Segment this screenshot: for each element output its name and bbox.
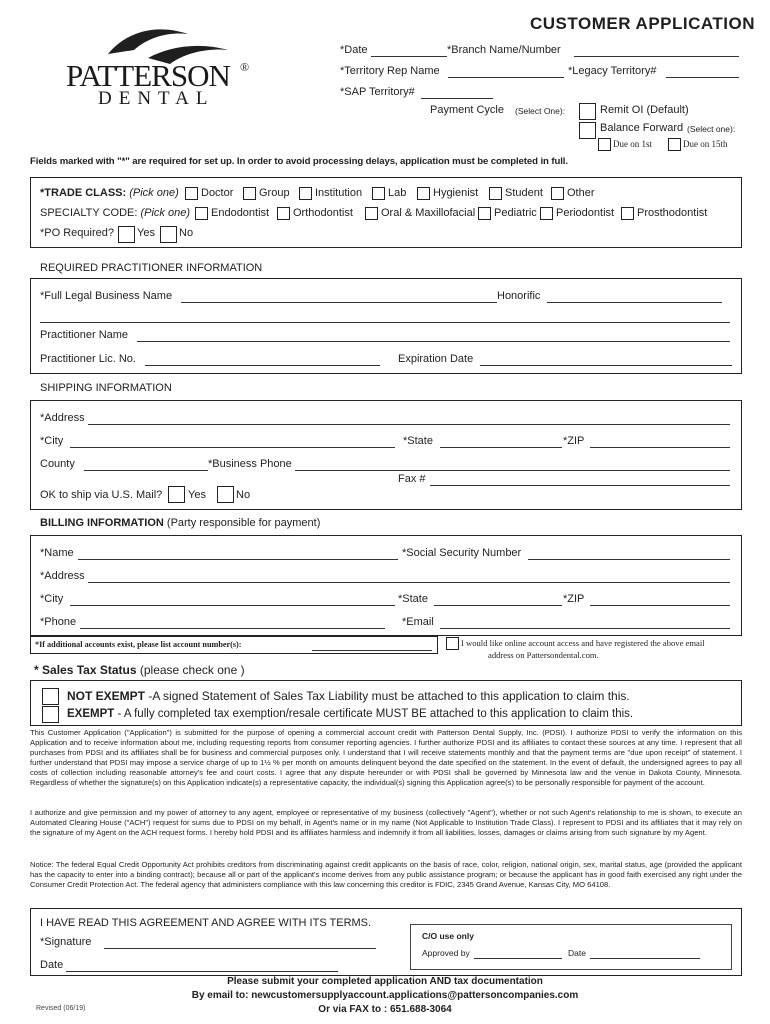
legacy-territory-label: *Legacy Territory# xyxy=(568,65,657,77)
online-access-checkbox[interactable] xyxy=(446,637,459,650)
not-exempt-label: NOT EXEMPT xyxy=(67,689,146,703)
orthodontist-checkbox[interactable] xyxy=(277,207,290,220)
page-title: CUSTOMER APPLICATION xyxy=(530,14,756,33)
endodontist-label: Endodontist xyxy=(211,207,270,219)
other-checkbox[interactable] xyxy=(551,187,564,200)
bill-city-label: *City xyxy=(40,593,64,605)
balance-select-one: (Select one): xyxy=(687,124,736,134)
bill-phone-field[interactable] xyxy=(80,628,385,629)
due-15th-checkbox[interactable] xyxy=(668,138,681,151)
doctor-label: Doctor xyxy=(201,187,234,199)
ship-state-field[interactable] xyxy=(440,447,562,448)
remit-checkbox[interactable] xyxy=(579,103,596,120)
due-1st-label: Due on 1st xyxy=(613,139,652,149)
po-no-checkbox[interactable] xyxy=(160,226,177,243)
additional-accounts-field[interactable] xyxy=(312,650,432,651)
legal-name-field[interactable] xyxy=(181,302,497,303)
payment-select-one: (Select One): xyxy=(515,106,566,116)
legal-name-line-2[interactable] xyxy=(40,322,730,323)
ship-mail-yes-label: Yes xyxy=(188,489,206,501)
approved-by-field[interactable] xyxy=(474,958,562,959)
footer-line-3: Or via FAX to : 651.688-3064 xyxy=(318,1004,452,1015)
office-date-label: Date xyxy=(568,948,586,958)
student-label: Student xyxy=(505,187,543,199)
pediatric-checkbox[interactable] xyxy=(478,207,491,220)
ship-city-field[interactable] xyxy=(70,447,395,448)
ship-mail-no-label: No xyxy=(236,489,251,501)
pediatric-label: Pediatric xyxy=(494,207,537,219)
payment-cycle-label: Payment Cycle xyxy=(430,104,504,116)
balance-forward-checkbox[interactable] xyxy=(579,122,596,139)
ship-state-label: *State xyxy=(403,435,433,447)
additional-accounts-label: *If additional accounts exist, please list account number(s): xyxy=(35,640,242,649)
sales-tax-note: (please check one ) xyxy=(139,663,245,677)
exempt-label: EXEMPT xyxy=(67,708,115,720)
balance-forward-label: Balance Forward xyxy=(600,122,684,134)
territory-rep-field[interactable] xyxy=(448,77,564,78)
signature-label: *Signature xyxy=(40,936,92,948)
ship-city-label: *City xyxy=(40,435,64,447)
practitioner-name-label: Practitioner Name xyxy=(40,329,129,341)
legal-paragraph-1: This Customer Application ("Application") is submitted for the purpose of opening a commercial account credit with Patterson Dental Supply, Inc. (PDSI). I authorize PDSI to verify the information on this Application and to receive information about me, including requesting reports from consumer reporting agencies. I further authorize PDSI and its affiliates to contact these sources at any time. I represent that all purchases from PDSI and its affiliates shall be for business and commercial purposes only. I understand that I will receive statements monthly and that the payment terms are "due upon receipt" of statement. I further understand that PDSI may impose a service charge of up to 1½ % per month on amounts delinquent beyond the date specified on the statement. In the event of default, the undersigned agrees to pay all costs of collection including reasonable attorney's fee and court costs. I agree that any dispute hereunder or with PDSI shall be governed by Minnesota law and the venue in Dakota County, Minnesota. Regardless of whether the signature(s) on this Application indicate(s) a representative capacity, the individual(s) signing this Application agree(s) to be personally responsible for payment of the account. xyxy=(30,728,742,787)
sales-tax-heading xyxy=(34,663,245,677)
patterson-logo xyxy=(60,24,260,110)
specialty-code-pick: (Pick one) xyxy=(140,207,190,219)
legal-name-label: *Full Legal Business Name xyxy=(40,290,173,302)
date-field[interactable] xyxy=(371,56,447,57)
approved-by-label: Approved by xyxy=(422,948,470,958)
ship-county-field[interactable] xyxy=(84,470,208,471)
sales-tax-star: * xyxy=(34,663,43,677)
legacy-territory-field[interactable] xyxy=(666,77,739,78)
remit-label: Remit OI (Default) xyxy=(600,104,689,116)
bill-email-field[interactable] xyxy=(440,628,730,629)
expiration-label: Expiration Date xyxy=(398,353,474,365)
due-15th-label: Due on 15th xyxy=(683,139,728,149)
required-note: Fields marked with "*" are required for set up. In order to avoid processing delays, application must be completed in full. xyxy=(30,156,568,167)
lic-no-label: Practitioner Lic. No. xyxy=(40,353,136,365)
trade-class-label xyxy=(40,187,179,199)
sap-territory-field[interactable] xyxy=(421,98,493,99)
bill-state-label: *State xyxy=(398,593,428,605)
ship-address-label: *Address xyxy=(40,412,85,424)
institution-checkbox[interactable] xyxy=(299,187,312,200)
branch-field[interactable] xyxy=(574,56,739,57)
branch-label: *Branch Name/Number xyxy=(447,44,561,56)
exempt-checkbox[interactable] xyxy=(42,706,59,723)
online-access-label-1: I would like online account access and have registered the above email xyxy=(461,638,705,648)
ship-phone-label: *Business Phone xyxy=(208,458,292,470)
honorific-field[interactable] xyxy=(547,302,722,303)
exempt-desc: - A fully completed tax exemption/resale certificate MUST BE attached to this application to claim this. xyxy=(114,708,634,720)
hygienist-checkbox[interactable] xyxy=(417,187,430,200)
bill-ssn-label: *Social Security Number xyxy=(402,547,522,559)
honorific-label: Honorific xyxy=(497,290,541,302)
bill-phone-label: *Phone xyxy=(40,616,77,628)
billing-heading-title: BILLING INFORMATION xyxy=(40,517,164,529)
oral-maxillofacial-label: Oral & Maxillofacial xyxy=(381,207,476,219)
date-label: *Date xyxy=(340,44,368,56)
ship-phone-field[interactable] xyxy=(295,470,730,471)
ship-mail-label: OK to ship via U.S. Mail? xyxy=(40,489,163,501)
bill-city-field[interactable] xyxy=(70,605,395,606)
bill-zip-label: *ZIP xyxy=(563,593,585,605)
group-label: Group xyxy=(259,187,290,199)
trade-class-pick: (Pick one) xyxy=(129,187,179,199)
due-1st-checkbox[interactable] xyxy=(598,138,611,151)
bill-state-field[interactable] xyxy=(434,605,562,606)
footer-line-1: Please submit your completed application AND tax documentation xyxy=(227,976,543,987)
endodontist-checkbox[interactable] xyxy=(195,207,208,220)
prosthodontist-label: Prosthodontist xyxy=(637,207,708,219)
student-checkbox[interactable] xyxy=(489,187,502,200)
ship-mail-no-checkbox[interactable] xyxy=(217,486,234,503)
logo-wordmark: PATTERSON xyxy=(66,58,230,93)
bill-zip-field[interactable] xyxy=(590,605,730,606)
signature-field[interactable] xyxy=(104,948,376,949)
ship-county-label: County xyxy=(40,458,75,470)
po-required-label: *PO Required? xyxy=(40,227,114,239)
exempt-text xyxy=(67,708,633,720)
territory-rep-label: *Territory Rep Name xyxy=(340,65,440,77)
not-exempt-desc: -A signed Statement of Sales Tax Liability must be attached to this application to claim this. xyxy=(145,689,630,703)
billing-heading-note: (Party responsible for payment) xyxy=(166,517,321,529)
sig-date-field[interactable] xyxy=(66,971,338,972)
periodontist-label: Periodontist xyxy=(556,207,615,219)
footer-line-2: By email to: newcustomersupplyaccount.applications@pattersoncompanies.com xyxy=(191,990,579,1001)
oral-maxillofacial-checkbox[interactable] xyxy=(365,207,378,220)
sig-date-label: Date xyxy=(40,959,64,971)
not-exempt-checkbox[interactable] xyxy=(42,688,59,705)
other-label: Other xyxy=(567,187,595,199)
group-checkbox[interactable] xyxy=(243,187,256,200)
lab-checkbox[interactable] xyxy=(372,187,385,200)
bill-address-label: *Address xyxy=(40,570,85,582)
po-no-label: No xyxy=(179,227,194,239)
po-yes-checkbox[interactable] xyxy=(118,226,135,243)
online-access-label-2: address on Pattersondental.com. xyxy=(488,650,599,660)
office-date-field[interactable] xyxy=(590,958,700,959)
specialty-code-title: SPECIALTY CODE: xyxy=(40,207,138,219)
legal-paragraph-2: I authorize and give permission and my power of attorney to any agent, employee or representative of my business (collectively "Agent"), whether or not such Agent's relationship to me is shown, to execute an Automated Clearing House ("ACH") request for sums due to PDSI on my behalf, in Agent's name or in my name (Not Applicable to Institution Trade Class). I represent to PDSI and its affiliates that it may rely on the signature of my Agent on the ACH request forms. I hereby hold PDSI and its affiliates harmless and indemnify it from all liabilities, losses, damages or claims arising from such signature by my Agent. xyxy=(30,808,742,837)
bill-email-label: *Email xyxy=(402,616,434,628)
shipping-heading: SHIPPING INFORMATION xyxy=(40,382,172,394)
ship-zip-label: *ZIP xyxy=(563,435,585,447)
legal-paragraph-3: Notice: The federal Equal Credit Opportunity Act prohibits creditors from discriminating against credit applicants on the basis of race, color, religion, national origin, sex, marital status, age (provided the applicant has the capacity to enter into a binding contract); because all or part of the applicant's income derives from any public assistance program; or because the applicant has in good faith exercised any right under the Consumer Credit Protection Act. The federal agency that administers compliance with this law concerning this creditor is FDIC, 2345 Grand Avenue, Kansas City, MO 64108. xyxy=(30,860,742,889)
expiration-field[interactable] xyxy=(480,365,732,366)
ship-zip-field[interactable] xyxy=(590,447,730,448)
lic-no-field[interactable] xyxy=(145,365,380,366)
prosthodontist-checkbox[interactable] xyxy=(621,207,634,220)
billing-heading xyxy=(40,517,320,529)
ship-fax-field[interactable] xyxy=(430,485,730,486)
orthodontist-label: Orthodontist xyxy=(293,207,353,219)
ship-mail-yes-checkbox[interactable] xyxy=(168,486,185,503)
bill-name-label: *Name xyxy=(40,547,74,559)
periodontist-checkbox[interactable] xyxy=(540,207,553,220)
sap-territory-label: *SAP Territory# xyxy=(340,86,415,98)
billing-box xyxy=(30,535,742,636)
practitioner-heading: REQUIRED PRACTITIONER INFORMATION xyxy=(40,262,263,274)
doctor-checkbox[interactable] xyxy=(185,187,198,200)
hygienist-label: Hygienist xyxy=(433,187,479,199)
logo-registered: ® xyxy=(240,60,250,74)
institution-label: Institution xyxy=(315,187,363,199)
bill-name-field[interactable] xyxy=(78,559,398,560)
bill-address-field[interactable] xyxy=(88,582,730,583)
bill-ssn-field[interactable] xyxy=(528,559,730,560)
po-yes-label: Yes xyxy=(137,227,155,239)
lab-label: Lab xyxy=(388,187,407,199)
sales-tax-title: Sales Tax Status xyxy=(42,663,137,677)
agree-statement: I HAVE READ THIS AGREEMENT AND AGREE WITH ITS TERMS. xyxy=(40,917,372,929)
not-exempt-text xyxy=(67,689,630,703)
logo-subword: DENTAL xyxy=(98,88,215,109)
revised-date: Revised (06/19) xyxy=(36,1005,86,1012)
office-use-title: C/O use only xyxy=(422,931,474,941)
specialty-code-label xyxy=(40,207,190,219)
ship-fax-label: Fax # xyxy=(398,473,426,485)
ship-address-field[interactable] xyxy=(88,424,730,425)
trade-class-title: *TRADE CLASS: xyxy=(40,187,127,199)
practitioner-name-field[interactable] xyxy=(137,341,730,342)
